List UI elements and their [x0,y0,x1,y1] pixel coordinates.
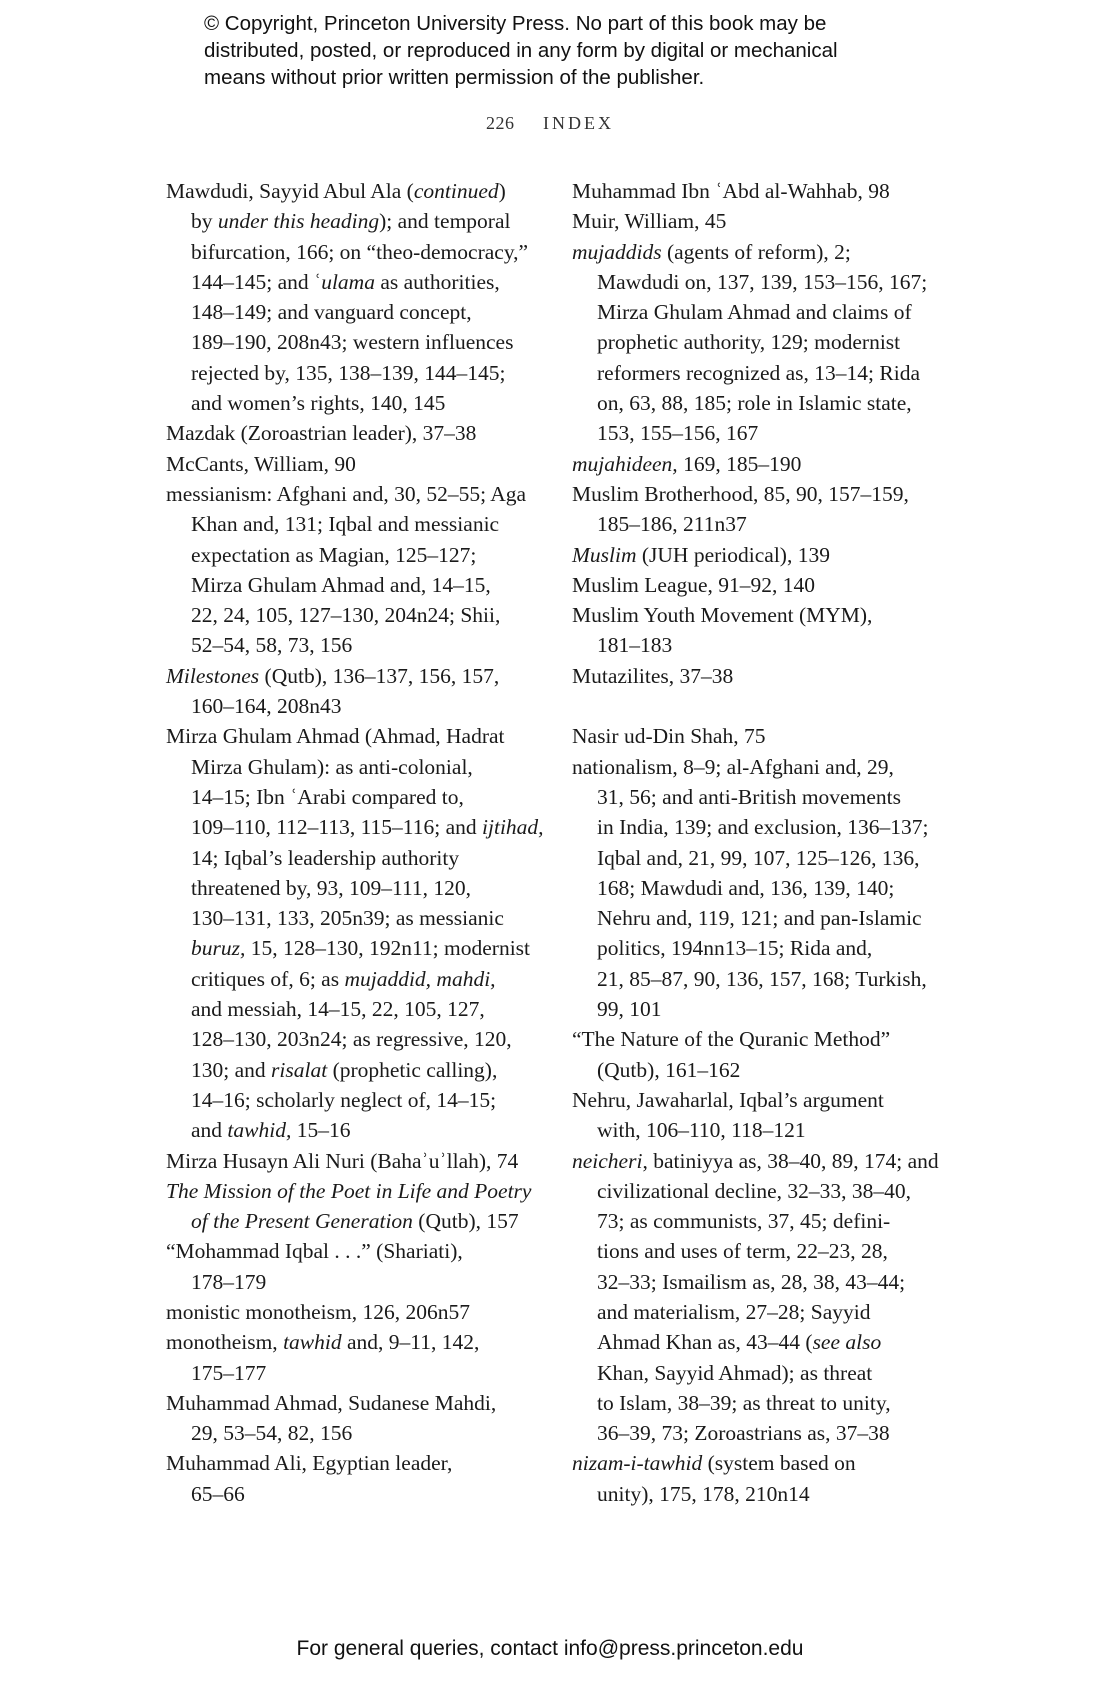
index-entry-continuation: 185–186, 211n37 [597,512,747,537]
index-entry-continuation: Khan, Sayyid Ahmad); as threat [597,1360,873,1385]
index-entry: Mirza Husayn Ali Nuri (Bahaʾuʾllah), 74 [166,1148,519,1173]
index-entry-continuation: 130; and risalat (prophetic calling), [191,1057,498,1082]
index-entry: Muslim (JUH periodical), 139 [572,542,830,567]
index-entry-continuation: and women’s rights, 140, 145 [191,391,446,416]
index-entry-continuation: expectation as Magian, 125–127; [191,542,477,567]
index-entry-continuation: Mirza Ghulam): as anti-colonial, [191,754,473,779]
index-entry-continuation: 178–179 [191,1269,267,1294]
index-entry: McCants, William, 90 [166,451,356,476]
index-entry: “Mohammad Iqbal . . .” (Shariati), [166,1239,463,1264]
index-entry-continuation: prophetic authority, 129; modernist [597,330,901,355]
copyright-line: means without prior written permission of the publisher. [204,66,705,89]
index-entry: Milestones (Qutb), 136–137, 156, 157, [166,663,500,688]
index-entry: Mazdak (Zoroastrian leader), 37–38 [166,421,477,446]
page-number: 226 [486,113,515,133]
index-entry-continuation: Mirza Ghulam Ahmad and, 14–15, [191,572,491,597]
index-entry-continuation: Mawdudi on, 137, 139, 153–156, 167; [597,269,928,294]
index-entry-continuation: unity), 175, 178, 210n14 [597,1481,810,1506]
index-entry-continuation: rejected by, 135, 138–139, 144–145; [191,360,506,385]
index-entry-continuation: tions and uses of term, 22–23, 28, [597,1239,888,1264]
index-entry: Muhammad Ali, Egyptian leader, [166,1451,453,1476]
index-entry-continuation: 160–164, 208n43 [191,694,342,719]
index-entry: Muhammad Ibn ʿAbd al-Wahhab, 98 [572,179,890,203]
index-entry-continuation: 148–149; and vanguard concept, [191,300,472,325]
index-entry: Muir, William, 45 [572,209,727,234]
index-entry-continuation: buruz, 15, 128–130, 192n11; modernist [191,936,531,961]
index-entry: monotheism, tawhid and, 9–11, 142, [166,1330,480,1355]
index-entry: monistic monotheism, 126, 206n57 [166,1299,470,1324]
index-entry-continuation: Khan and, 131; Iqbal and messianic [191,512,500,537]
index-entry-continuation: 14–16; scholarly neglect of, 14–15; [191,1087,497,1112]
index-entry: Muslim League, 91–92, 140 [572,572,816,597]
index-entry-continuation: 73; as communists, 37, 45; defini- [597,1209,891,1234]
index-entry-continuation: 14; Iqbal’s leadership authority [191,845,460,870]
index-entry: mujahideen, 169, 185–190 [572,451,802,476]
index-entry-continuation: 65–66 [191,1481,245,1506]
index-entry: Nehru, Jawaharlal, Iqbal’s argument [572,1087,884,1112]
section-gap [572,691,942,721]
index-entry: mujaddids (agents of reform), 2; [572,239,851,264]
index-entry: Muhammad Ahmad, Sudanese Mahdi, [166,1390,497,1415]
copyright-line: distributed, posted, or reproduced in any form by digital or mechanical [204,39,838,62]
index-entry-continuation: 109–110, 112–113, 115–116; and ijtihad, [191,815,544,840]
section-title: INDEX [543,113,614,133]
index-entry: Nasir ud-Din Shah, 75 [572,724,766,749]
index-entry-continuation: with, 106–110, 118–121 [597,1118,806,1143]
index-entry-continuation: 181–183 [597,633,673,658]
index-entry-continuation: 22, 24, 105, 127–130, 204n24; Shii, [191,603,501,628]
index-entry: Mirza Ghulam Ahmad (Ahmad, Hadrat [166,724,505,749]
footer-contact: For general queries, contact info@press.princeton.edu [296,1637,804,1660]
index-entry-continuation: critiques of, 6; as mujaddid, mahdi, [191,966,496,991]
index-entry-continuation: and tawhid, 15–16 [191,1118,351,1143]
index-entry-continuation: 36–39, 73; Zoroastrians as, 37–38 [597,1421,890,1446]
index-entry: messianism: Afghani and, 30, 52–55; Aga [166,481,527,506]
index-entry: The Mission of the Poet in Life and Poetry [166,1178,532,1203]
index-entry-continuation: 168; Mawdudi and, 136, 139, 140; [597,875,895,900]
index-entry-continuation: by under this heading); and temporal [191,209,511,234]
copyright-notice [204,10,964,91]
index-entry-continuation: Iqbal and, 21, 99, 107, 125–126, 136, [597,845,920,870]
index-entry-continuation: of the Present Generation (Qutb), 157 [191,1209,519,1234]
index-entry-continuation: Ahmad Khan as, 43–44 (see also [597,1330,882,1355]
index-entry-continuation: on, 63, 88, 185; role in Islamic state, [597,391,912,416]
index-entry-continuation: 32–33; Ismailism as, 28, 38, 43–44; [597,1269,906,1294]
index-entry-continuation: reformers recognized as, 13–14; Rida [597,360,920,385]
index-column-left [166,176,544,1509]
index-entry-continuation: 128–130, 203n24; as regressive, 120, [191,1027,512,1052]
index-entry-continuation: 52–54, 58, 73, 156 [191,633,353,658]
index-entry-continuation: to Islam, 38–39; as threat to unity, [597,1390,891,1415]
index-entry-continuation: in India, 139; and exclusion, 136–137; [597,815,929,840]
index-entry: nizam-i-tawhid (system based on [572,1451,856,1476]
index-column-right [572,176,942,1509]
index-entry-continuation: 29, 53–54, 82, 156 [191,1421,353,1446]
index-entry: nationalism, 8–9; al-Afghani and, 29, [572,754,894,779]
index-entry-continuation: 14–15; Ibn ʿArabi compared to, [191,784,464,809]
index-entry: Mutazilites, 37–38 [572,663,734,688]
copyright-line: © Copyright, Princeton University Press. No part of this book may be [204,12,827,35]
index-entry-continuation: 31, 56; and anti-British movements [597,784,901,809]
index-entry-continuation: 189–190, 208n43; western influences [191,330,514,355]
index-entry-continuation: 153, 155–156, 167 [597,421,759,446]
index-entry-continuation: bifurcation, 166; on “theo-democracy,” [191,239,529,264]
index-entry-continuation: politics, 194nn13–15; Rida and, [597,936,873,961]
index-entry-continuation: 21, 85–87, 90, 136, 157, 168; Turkish, [597,966,927,991]
running-head [0,113,1100,134]
index-entry: “The Nature of the Quranic Method” [572,1027,891,1052]
index-entry-continuation: (Qutb), 161–162 [597,1057,741,1082]
index-entry-continuation: and messiah, 14–15, 22, 105, 127, [191,997,485,1022]
index-entry: Muslim Youth Movement (MYM), [572,603,873,628]
index-entry-continuation: 144–145; and ʿulama as authorities, [191,269,500,294]
index-entry: neicheri, batiniyya as, 38–40, 89, 174; and [572,1148,939,1173]
index-entry-continuation: threatened by, 93, 109–111, 120, [191,875,472,900]
index-entry-continuation: and materialism, 27–28; Sayyid [597,1299,871,1324]
index-entry-continuation: Mirza Ghulam Ahmad and claims of [597,300,912,325]
index-entry-continuation: 130–131, 133, 205n39; as messianic [191,906,504,931]
index-entry-continuation: Nehru and, 119, 121; and pan-Islamic [597,906,922,931]
index-entry-continuation: 99, 101 [597,997,662,1022]
index-entry-continuation: civilizational decline, 32–33, 38–40, [597,1178,912,1203]
index-entry: Mawdudi, Sayyid Abul Ala (continued) [166,179,506,203]
index-entry: Muslim Brotherhood, 85, 90, 157–159, [572,481,909,506]
index-entry-continuation: 175–177 [191,1360,267,1385]
